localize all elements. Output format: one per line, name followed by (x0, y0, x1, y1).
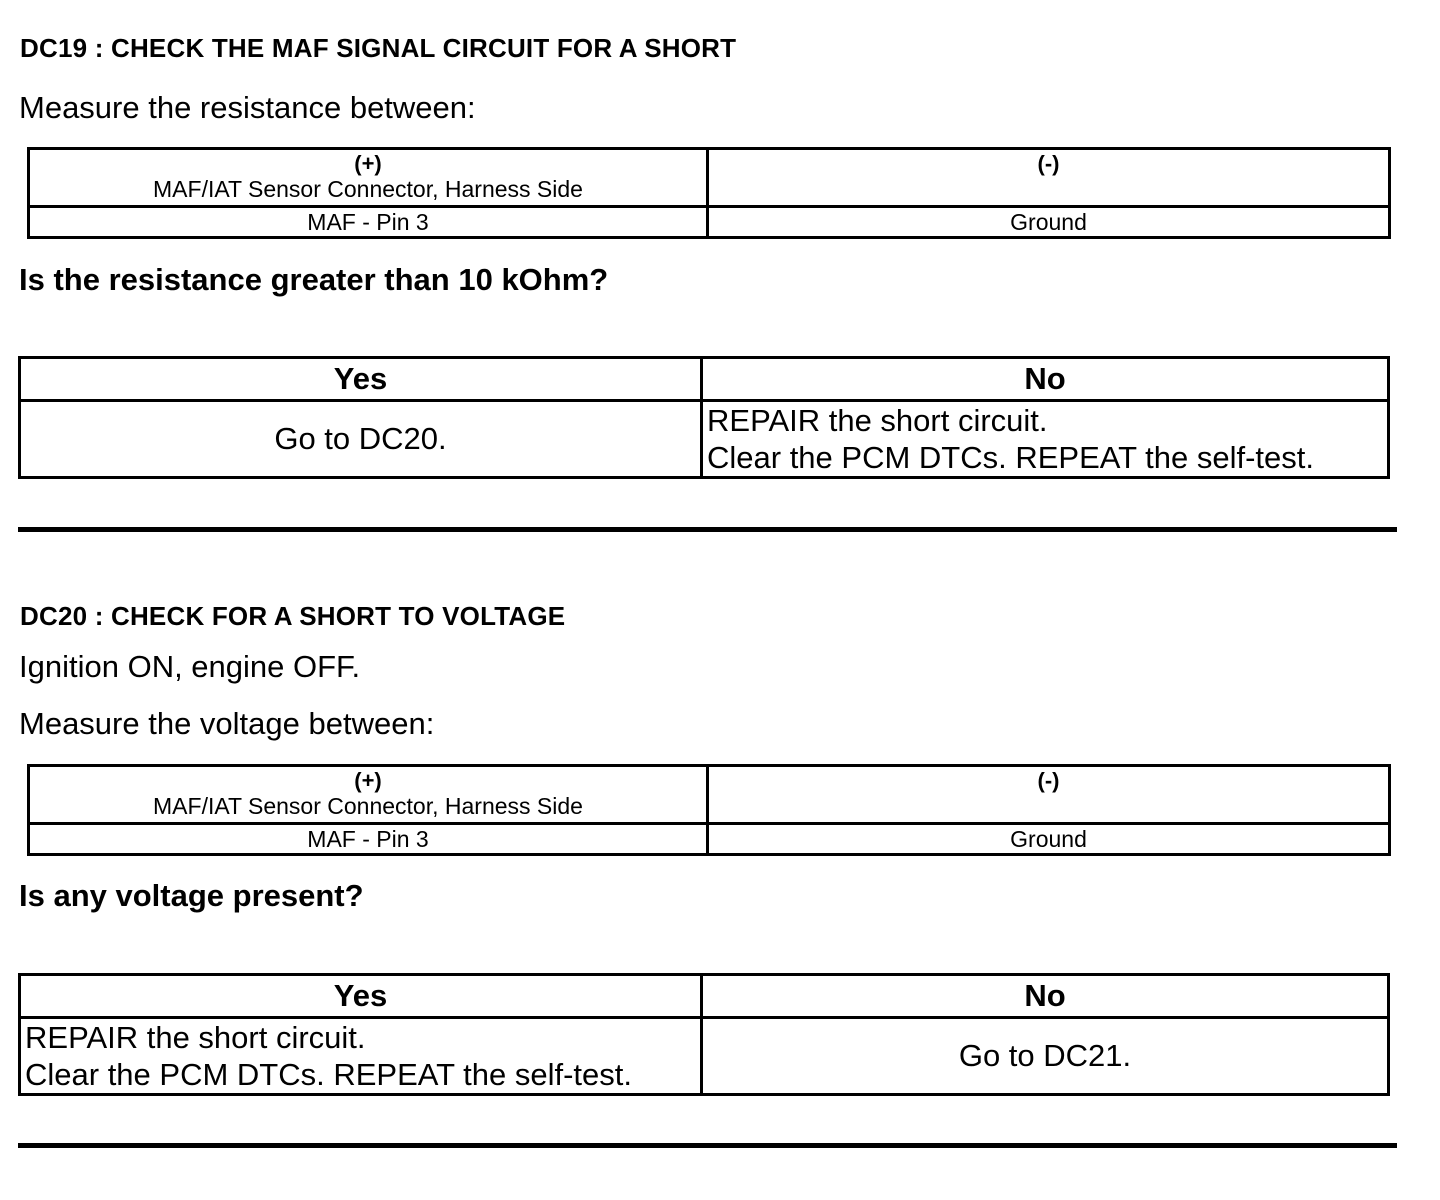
dc19-plus-value: MAF - Pin 3 (29, 207, 708, 238)
dc20-instruction-ignition: Ignition ON, engine OFF. (19, 649, 361, 684)
dc19-yes-line-1: Go to DC20. (274, 421, 447, 456)
dc20-minus-header-cell (708, 766, 1390, 824)
dc20-no-action (702, 1018, 1389, 1095)
dc19-no-line-2: Clear the PCM DTCs. REPEAT the self-test. (707, 440, 1314, 475)
dc19-no-line-1: REPAIR the short circuit. (707, 403, 1048, 438)
section-divider (18, 527, 1397, 532)
dc19-no-action (702, 401, 1389, 478)
dc20-answer-table (18, 973, 1390, 1096)
dc19-minus-value: Ground (708, 207, 1390, 238)
dc20-minus-header: (-) (1037, 768, 1060, 793)
dc20-plus-desc: MAF/IAT Sensor Connector, Harness Side (153, 793, 583, 819)
dc19-measure-header-row (29, 149, 1390, 207)
dc20-plus-header-cell (29, 766, 708, 824)
dc20-minus-value: Ground (708, 824, 1390, 855)
dc19-minus-header-cell (708, 149, 1390, 207)
dc20-answer-body-row (20, 1018, 1389, 1095)
dc20-answer-header-row (20, 975, 1389, 1018)
dc19-question: Is the resistance greater than 10 kOhm? (19, 262, 609, 297)
dc20-yes-label: Yes (20, 975, 702, 1018)
dc20-yes-line-1: REPAIR the short circuit. (25, 1020, 366, 1055)
dc19-yes-action (20, 401, 702, 478)
dc20-measure-header-row (29, 766, 1390, 824)
dc20-measure-table (27, 764, 1391, 856)
dc19-yes-label: Yes (20, 358, 702, 401)
dc19-answer-header-row (20, 358, 1389, 401)
dc19-instruction: Measure the resistance between: (19, 90, 476, 125)
dc20-measure-value-row (29, 824, 1390, 855)
dc20-title: DC20 : CHECK FOR A SHORT TO VOLTAGE (20, 601, 566, 631)
dc20-question: Is any voltage present? (19, 878, 364, 913)
dc20-instruction-measure: Measure the voltage between: (19, 706, 435, 741)
dc19-plus-header-cell (29, 149, 708, 207)
dc19-answer-table (18, 356, 1390, 479)
dc19-plus-header: (+) (354, 151, 382, 176)
bottom-divider (18, 1143, 1397, 1148)
dc20-plus-header: (+) (354, 768, 382, 793)
dc20-yes-action (20, 1018, 702, 1095)
dc19-plus-desc: MAF/IAT Sensor Connector, Harness Side (153, 176, 583, 202)
dc19-minus-header: (-) (1037, 151, 1060, 176)
dc19-answer-body-row (20, 401, 1389, 478)
dc19-measure-table (27, 147, 1391, 239)
dc20-yes-line-2: Clear the PCM DTCs. REPEAT the self-test. (25, 1057, 632, 1092)
dc19-no-label: No (702, 358, 1389, 401)
dc20-no-label: No (702, 975, 1389, 1018)
dc20-plus-value: MAF - Pin 3 (29, 824, 708, 855)
dc20-no-line-1: Go to DC21. (958, 1038, 1132, 1073)
dc19-title: DC19 : CHECK THE MAF SIGNAL CIRCUIT FOR A SHORT (20, 33, 737, 63)
dc19-measure-value-row (29, 207, 1390, 238)
